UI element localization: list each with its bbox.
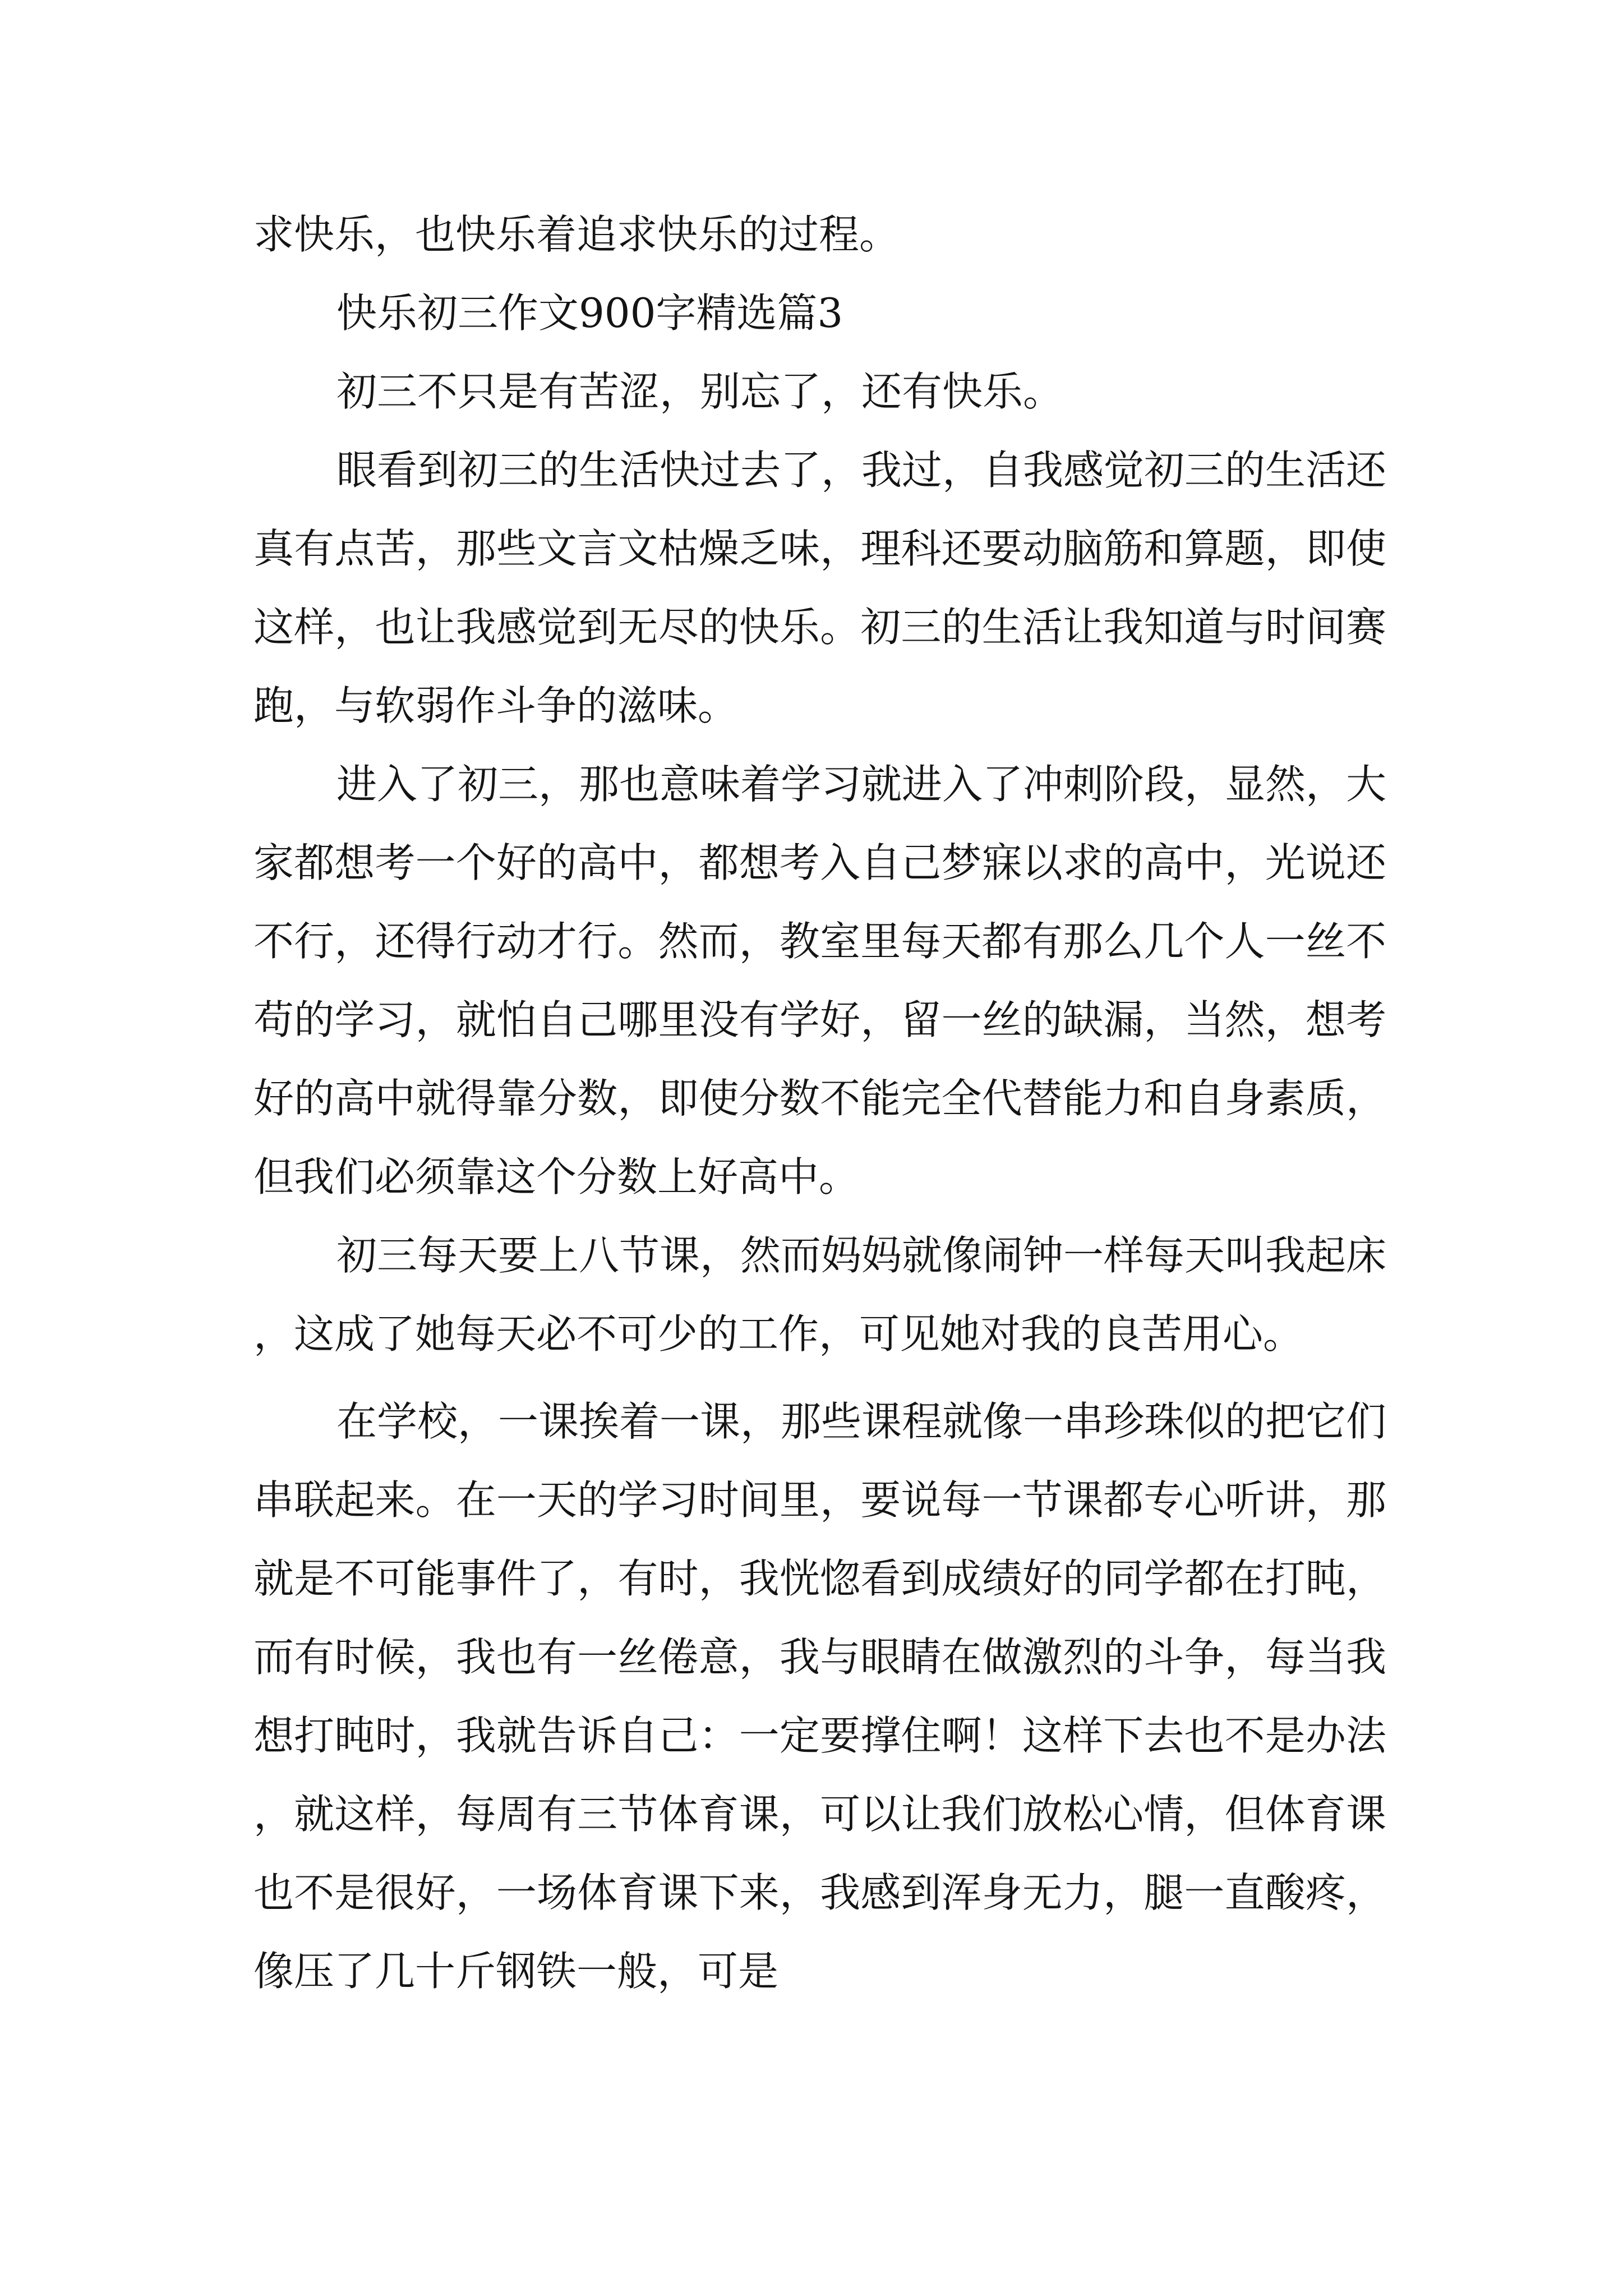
paragraph: 在学校，一课挨着一课，那些课程就像一串珍珠似的把它们串联起来。在一天的学习时间里，要说每一节课都专心听讲，那就是不可能事件了，有时，我恍惚看到成绩好的同学都在打盹，而有时候，我也有一丝倦意，我与眼睛在做激烈的斗争，每当我想打盹时，我就告诉自己：一定要撑住啊！这样下去也不是办法，就这样，每周有三节体育课，可以让我们放松心情，但体育课也不是很好，一场体育课下来，我感到浑身无力，腿一直酸疼，像压了几十斤钢铁一般，可是 xyxy=(253,1398,1387,1995)
body-text xyxy=(253,195,1386,2010)
paragraph: 眼看到初三的生活快过去了，我过，自我感觉初三的生活还真有点苦，那些文言文枯燥乏味，理科还要动脑筋和算题，即使这样，也让我感觉到无尽的快乐。初三的生活让我知道与时间赛跑，与软弱作斗争的滋味。 xyxy=(253,447,1387,729)
paragraph: 进入了初三，那也意味着学习就进入了冲刺阶段，显然，大家都想考一个好的高中，都想考入自己梦寐以求的高中，光说还不行，还得行动才行。然而，教室里每天都有那么几个人一丝不苟的学习，就怕自己哪里没有学好，留一丝的缺漏，当然，想考好的高中就得靠分数，即使分数不能完全代替能力和自身素质，但我们必须靠这个分数上好高中。 xyxy=(253,761,1387,1200)
paragraph: 求快乐，也快乐着追求快乐的过程。 xyxy=(253,211,900,258)
section-heading: 快乐初三作文900字精选篇3 xyxy=(336,289,843,337)
paragraph: 初三不只是有苦涩，别忘了，还有快乐。 xyxy=(336,368,1064,415)
paragraph: 初三每天要上八节课，然而妈妈就像闹钟一样每天叫我起床，这成了她每天必不可少的工作，可见她对我的良苦用心。 xyxy=(253,1232,1387,1358)
